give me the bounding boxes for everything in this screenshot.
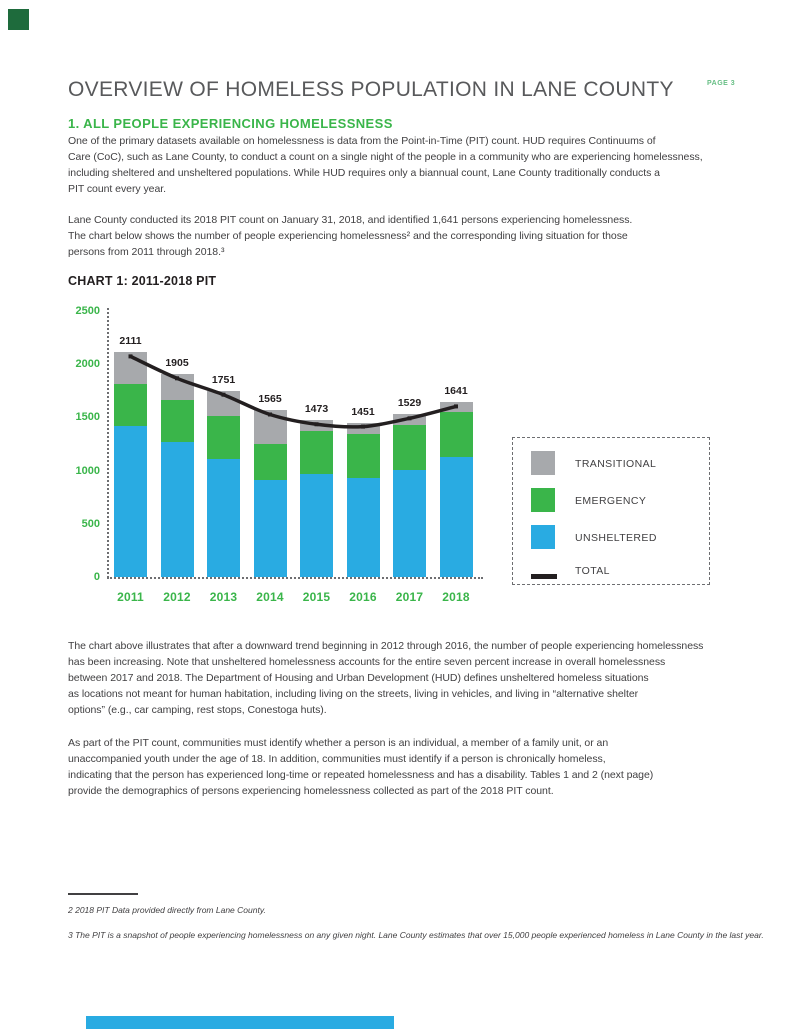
text-line: The chart above illustrates that after a downward trend beginning in 2012 through 2016, the number of people experiencing homelessness [68,640,704,652]
bar-segment-unsheltered-2011 [114,426,147,577]
bar-total-label-2014: 1565 [258,393,282,406]
body-paragraph-3 [68,638,703,718]
bar-segment-transitional-2015 [300,420,333,431]
y-tick-label: 2500 [75,305,100,317]
page-number-label: PAGE 3 [707,80,736,87]
bar-segment-transitional-2016 [347,423,380,434]
text-line: unaccompanied youth under the age of 18. In addition, communities must identify if a person is chronically homeless, [68,753,606,765]
bar-total-label-2017: 1529 [397,397,422,410]
bar-segment-emergency-2014 [254,444,287,480]
bar-segment-unsheltered-2018 [440,457,473,577]
x-tick-label-2017: 2017 [395,590,424,604]
footer-accent-bar [86,1016,394,1029]
legend-label: TOTAL [575,565,610,577]
text-line: persons from 2011 through 2018.³ [68,246,225,258]
bar-segment-transitional-2013 [207,391,240,417]
text-line: The chart below shows the number of people experiencing homelessness² and the corresponding living situation for those [68,230,628,242]
stacked-bar-2014 [254,410,287,577]
bar-segment-emergency-2012 [161,400,194,442]
y-tick-label: 0 [93,571,100,583]
bar-segment-unsheltered-2012 [161,442,194,577]
stacked-bar-2015 [300,420,333,577]
text-line: provide the demographics of persons experiencing homelessness collected as part of the 2018 PIT count. [68,785,554,797]
bar-segment-transitional-2012 [161,374,194,400]
text-line: indicating that the person has experienced long-time or repeated homelessness and has a disability. Tables 1 and 2 (next page) [68,769,654,781]
bar-segment-transitional-2017 [393,414,426,425]
body-paragraph-4 [68,735,653,799]
bar-segment-transitional-2018 [440,402,473,412]
x-tick-label-2018: 2018 [442,590,470,604]
text-line: Lane County conducted its 2018 PIT count on January 31, 2018, and identified 1,641 persons experiencing homelessness. [68,214,633,226]
y-tick-label: 1000 [75,464,100,477]
x-tick-label-2014: 2014 [256,590,284,604]
text-line: Care (CoC), such as Lane County, to conduct a count on a single night of the people in a community who are experiencing homelessness, [68,151,703,163]
bar-total-label-2011: 2111 [119,335,142,348]
legend-label: EMERGENCY [575,495,647,507]
legend-item-unsheltered [531,525,701,549]
stacked-bar-2011 [114,352,147,577]
footnote-2: 2 2018 PIT Data provided directly from Lane County. [68,905,266,915]
pit-stacked-bar-chart [68,300,758,618]
text-line: As part of the PIT count, communities must identify whether a person is an individual, a member of a family unit, or an [68,737,609,749]
chart-title: CHART 1: 2011-2018 PIT [68,274,217,288]
bar-total-label-2013: 1751 [211,373,236,386]
bar-total-label-2016: 1451 [351,405,375,418]
bar-segment-emergency-2013 [207,416,240,459]
legend-item-emergency [531,488,701,512]
text-line: options” (e.g., car camping, rest stops, Conestoga huts). [68,704,327,716]
stacked-bar-2016 [347,423,380,577]
y-axis-line [107,308,109,578]
bar-segment-transitional-2014 [254,410,287,444]
bar-total-label-2018: 1641 [444,385,468,398]
legend-item-transitional [531,451,701,475]
bar-segment-emergency-2011 [114,384,147,425]
bar-segment-unsheltered-2014 [254,480,287,577]
intro-paragraph-2 [68,212,632,260]
intro-paragraph-1 [68,133,703,197]
transitional-swatch [531,451,555,475]
total-swatch [531,574,557,579]
x-tick-label-2015: 2015 [302,590,331,604]
section-heading: 1. ALL PEOPLE EXPERIENCING HOMELESSNESS [68,116,393,131]
y-tick-label: 1500 [75,411,100,424]
x-tick-label-2013: 2013 [209,590,238,604]
emergency-swatch [531,488,555,512]
bar-segment-emergency-2015 [300,431,333,474]
footnote-separator [68,893,138,895]
bar-segment-transitional-2011 [114,352,147,384]
chart-legend [512,437,710,585]
legend-label: UNSHELTERED [575,532,657,544]
x-axis-line [107,577,483,579]
x-tick-label-2016: 2016 [349,590,377,604]
bar-segment-unsheltered-2015 [300,474,333,577]
bar-segment-emergency-2018 [440,412,473,457]
bar-total-label-2012: 1905 [165,357,189,370]
bar-segment-unsheltered-2016 [347,478,380,577]
bar-segment-emergency-2017 [393,425,426,470]
bar-total-label-2015: 1473 [304,403,329,416]
text-line: has been increasing. Note that unsheltered homelessness accounts for the entire seven percent increase in overall homelessness [68,656,666,668]
text-line: One of the primary datasets available on homelessness is data from the Point-in-Time (PIT) count. HUD requires Continuums of [68,135,656,147]
legend-item-total [531,564,701,588]
legend-label: TRANSITIONAL [575,458,657,470]
unsheltered-swatch [531,525,555,549]
bar-segment-unsheltered-2013 [207,459,240,577]
text-line: including sheltered and unsheltered populations. While HUD requires only a biannual count, Lane County traditionally conducts a [68,167,660,179]
stacked-bar-2018 [440,402,473,577]
y-tick-label: 2000 [75,358,100,371]
y-tick-label: 500 [81,517,100,530]
x-tick-label-2012: 2012 [163,590,191,604]
bar-segment-unsheltered-2017 [393,470,426,577]
page-corner-mark [8,9,29,30]
x-tick-label-2011: 2011 [117,590,144,604]
stacked-bar-2012 [161,374,194,577]
text-line: between 2017 and 2018. The Department of Housing and Urban Development (HUD) defines unsheltered homeless situations [68,672,649,684]
text-line: as locations not meant for human habitation, including living on the streets, living in vehicles, and living in “alternative shelter [68,688,639,700]
stacked-bar-2013 [207,391,240,577]
stacked-bar-2017 [393,414,426,577]
bar-segment-emergency-2016 [347,434,380,478]
text-line: PIT count every year. [68,183,166,195]
footnote-3: 3 The PIT is a snapshot of people experiencing homelessness on any given night. Lane County estimates that over 15,000 people experienced homeless in Lane County in the last year. [68,930,764,940]
page-title: OVERVIEW OF HOMELESS POPULATION IN LANE COUNTY [68,78,674,101]
